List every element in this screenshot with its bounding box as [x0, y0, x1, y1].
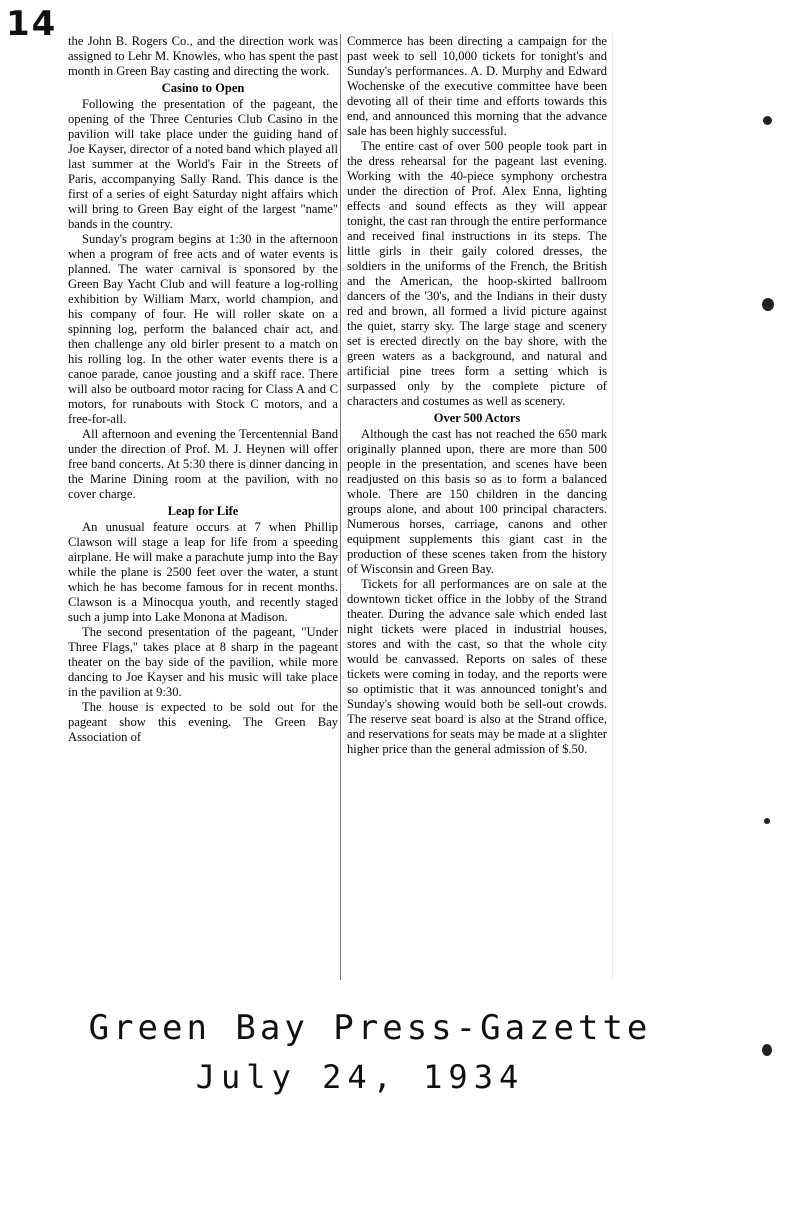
- article-paragraph: Sunday's program begins at 1:30 in the afternoon when a program of free acts and of water events is planned. The water carnival is sponsored by the Green Bay Yacht Club and will feature a log-rolling exhibition by William Marx, world champion, and his company of four. He will roller skate on a spinning log, perform the balanced chair act, and then challenge any old birler present to a match on his rolling log. In the other water events there is a canoe parade, canoe jousting and a skiff race. There will also be outboard motor racing for Class A and C motors, for runabouts with Stock C motors, and a free-for-all.: [68, 232, 338, 426]
- punch-hole-mark: [762, 298, 774, 311]
- article-paragraph: Tickets for all performances are on sale at the downtown ticket office in the lobby of the Strand theater. During the advance sale which ended last night tickets were placed in industrial houses, stores and with the cast, so that the whole city would be canvassed. Reports on sales of these tickets were coming in today, and the reports were so optimistic that it was announced tonight's and Sunday's showing would both be sell-out crowds. The reserve seat board is also at the Strand office, and reservations for seats may be made at a slighter higher price than the general admission of $.50.: [347, 577, 607, 756]
- article-subhead: Casino to Open: [161, 81, 245, 95]
- handwritten-date: July 24, 1934: [195, 1058, 525, 1096]
- article-subhead: Leap for Life: [167, 504, 239, 518]
- article-paragraph: The second presentation of the pageant, "Under Three Flags," takes place at 8 sharp in the pageant theater on the bay side of the pavilion, while more dancing to Joe Kayser and his music will take place in the pavilion at 9:30.: [68, 625, 338, 699]
- article-column-right: [340, 34, 607, 980]
- article-paragraph: Although the cast has not reached the 650 mark originally planned upon, there are more than 500 people in the presentation, and scenes have been readjusted on this basis so as to form a balanced whole. There are 150 children in the dancing groups alone, and about 100 principal characters. Numerous horses, carriage, canons and other equipment supplements this giant cast in the production of these scenes taken from the history of Wisconsin and Green Bay.: [347, 427, 607, 576]
- article-paragraph: The entire cast of over 500 people took part in the dress rehearsal for the pageant last evening. Working with the 40-piece symphony orchestra under the direction of Prof. Alex Enna, lighting effects and sound effects as they will appear tonight, the cast ran through the entire performance and received final instructions in its steps. The little girls in their gaily colored dresses, the soldiers in the uniforms of the French, the British and the American, the hoop-skirted ballroom dancers of the '30's, and the Indians in their dusty red and brown, all formed a livid picture against the quiet, starry sky. The large stage and scenery set is erected directly on the bay shore, with the green waters as a background, and natural and artificial pine trees form a setting which is surpassed only by the complete picture of characters and costumes as well as scenery.: [347, 139, 607, 408]
- article-paragraph: Commerce has been directing a campaign for the past week to sell 10,000 tickets for tonight's and Sunday's performances. A. D. Murphy and Edward Wochenske of the executive committee have been devoting all of their time and efforts towards this end, and announced this morning that the advance sale has been highly successful.: [347, 34, 607, 138]
- punch-hole-mark: [764, 818, 770, 824]
- page-number: 14: [6, 4, 58, 44]
- article-subhead: Over 500 Actors: [433, 411, 521, 425]
- punch-hole-mark: [762, 1044, 772, 1056]
- punch-hole-mark: [763, 116, 772, 125]
- article-paragraph: All afternoon and evening the Tercentennial Band under the direction of Prof. M. J. Heynen will offer free band concerts. At 5:30 there is dinner dancing in the Marine Dining room at the pavilion, with no cover charge.: [68, 427, 338, 501]
- article-paragraph: Following the presentation of the pageant, the opening of the Three Centuries Club Casino in the pavilion will take place under the guiding hand of Joe Kayser, director of a noted band which played all last summer at the World's Fair in the Streets of Paris, accompanying Sally Rand. This dance is the first of a series of eight Saturday night affairs which will bring to Green Bay eight of the largest "name" bands in the country.: [68, 97, 338, 231]
- handwritten-publication-name: Green Bay Press-Gazette: [88, 1008, 652, 1048]
- article-paragraph: The house is expected to be sold out for the pageant show this evening. The Green Bay Association of: [68, 700, 338, 744]
- article-paragraph: the John B. Rogers Co., and the direction work was assigned to Lehr M. Knowles, who has spent the past month in Green Bay casting and directing the work.: [68, 34, 338, 78]
- article-paragraph: An unusual feature occurs at 7 when Phillip Clawson will stage a leap for life from a speeding airplane. He will make a parachute jump into the Bay while the plane is 2500 feet over the water, a stunt which he has become famous for in recent months. Clawson is a Minocqua youth, and recently staged such a jump into Lake Monona at Madison.: [68, 520, 338, 624]
- newspaper-clipping: [60, 34, 613, 980]
- article-column-left: [68, 34, 338, 980]
